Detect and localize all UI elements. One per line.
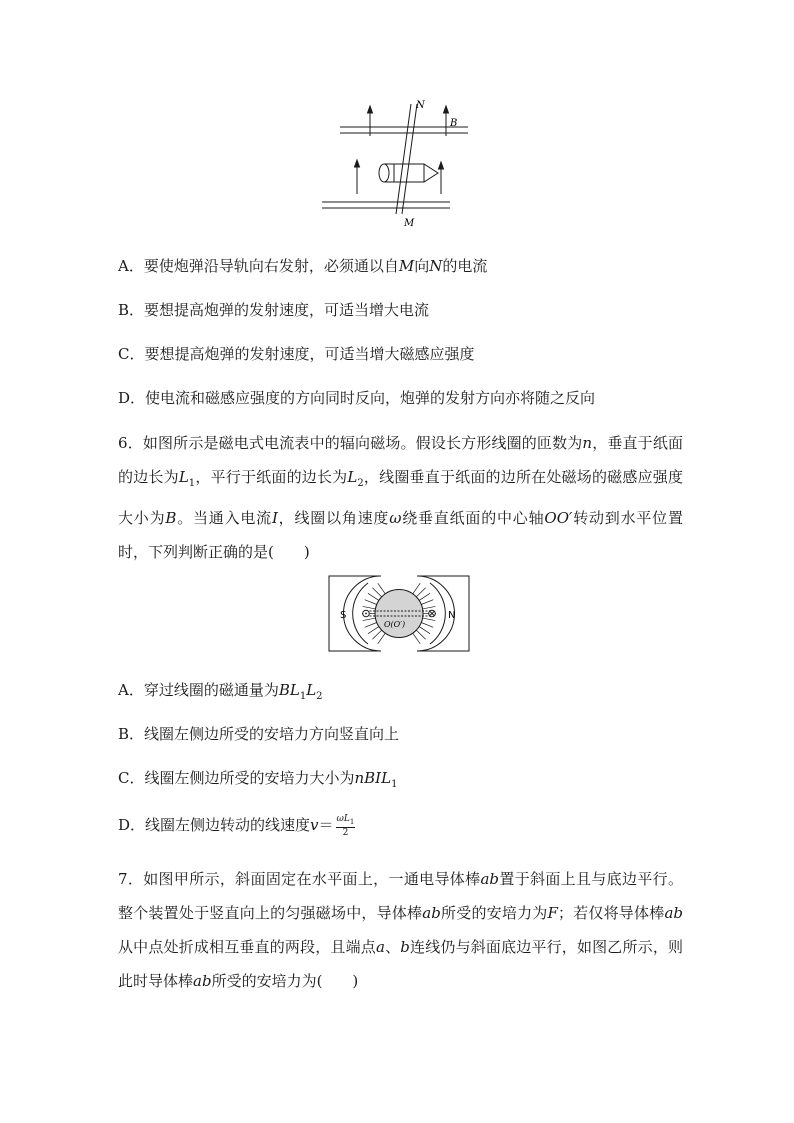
- radial-field-figure: [328, 575, 470, 653]
- field-line: [421, 622, 433, 627]
- q5-option-a: A．要使炮弹沿导轨向右发射，必须通以自M向N的电流: [118, 257, 488, 275]
- field-line: [413, 633, 420, 644]
- field-line: [368, 627, 379, 634]
- q6-option-c: C．线圈左侧边所受的安培力大小为nBIL$_1$: [118, 769, 398, 790]
- field-line: [423, 618, 436, 620]
- axis-label: O(O′): [384, 620, 406, 629]
- q5-option-d: D．使电流和磁感应强度的方向同时反向，炮弹的发射方向亦将随之反向: [118, 389, 596, 407]
- field-line: [365, 600, 377, 605]
- field-line: [372, 588, 381, 597]
- field-line: [368, 593, 379, 600]
- field-line: [413, 583, 420, 594]
- q6-option-b: B．线圈左侧边所受的安培力方向竖直向上: [118, 725, 400, 743]
- railgun-figure: [310, 96, 490, 236]
- field-line: [421, 600, 433, 605]
- rail-label-m: M: [404, 218, 415, 229]
- q5-option-b: B．要想提高炮弹的发射速度，可适当增大电流: [118, 301, 430, 319]
- q6-option-a: A．穿过线圈的磁通量为$BL_1L_2$: [118, 681, 323, 702]
- q6-stem: 6．如图所示是磁电式电流表中的辐向磁场。假设长方形线圈的匝数为n，垂直于纸面的边长为$L_1$，平行于纸面的边长为$L_2$，线圈垂直于纸面的边所在处磁场的磁感应强度大小为B。当通入电流I，线圈以角速度ω绕垂直纸面的中心轴OO′转动到水平位置时，下列判断正确的是( ): [118, 434, 683, 561]
- field-line: [419, 627, 430, 634]
- q6-option-d: D．线圈左侧边转动的线速度v＝ $\frac{\omega L_1}{2}$: [118, 814, 355, 838]
- velocity-fraction: $\frac{\omega L_1}{2}$: [336, 814, 355, 838]
- field-line: [363, 618, 376, 620]
- rail-label-n: N: [416, 100, 425, 111]
- magnet-pole-s: S: [340, 610, 347, 621]
- field-line: [378, 583, 385, 594]
- field-line: [372, 630, 381, 639]
- q7-stem: 7．如图甲所示，斜面固定在水平面上，一通电导体棒ab置于斜面上且与底边平行。整个装置处于竖直向上的匀强磁场中，导体棒ab所受的安培力为F；若仅将导体棒ab从中点处折成相互垂直的两段，且端点a、b连线仍与斜面底边平行，如图乙所示，则此时导体棒ab所受的安培力为( ): [118, 870, 683, 990]
- magnet-pole-n: N: [448, 610, 456, 621]
- field-line: [378, 633, 385, 644]
- field-line: [416, 588, 425, 597]
- field-line: [419, 593, 430, 600]
- field-line: [365, 622, 377, 627]
- field-line: [363, 606, 376, 608]
- rail-label-b: B: [450, 118, 458, 129]
- field-line: [416, 630, 425, 639]
- field-line: [423, 606, 436, 608]
- q5-option-c: C．要想提高炮弹的发射速度，可适当增大磁感应强度: [118, 345, 475, 363]
